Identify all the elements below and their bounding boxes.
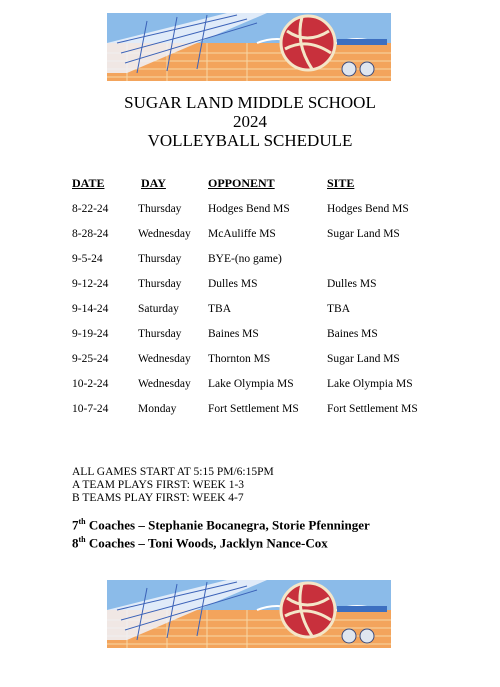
game-date: 9-14-24	[72, 303, 109, 315]
game-opponent: McAuliffe MS	[208, 228, 276, 240]
seventh-grade-coaches	[72, 517, 370, 533]
b-team-note: B TEAMS PLAY FIRST: WEEK 4-7	[72, 492, 244, 504]
game-day: Saturday	[138, 303, 179, 315]
game-opponent: Dulles MS	[208, 278, 258, 290]
game-opponent: Hodges Bend MS	[208, 203, 290, 215]
game-opponent: TBA	[208, 303, 231, 315]
game-site: Lake Olympia MS	[327, 378, 413, 390]
game-day: Wednesday	[138, 228, 191, 240]
game-site: Baines MS	[327, 328, 378, 340]
column-header-date: DATE	[72, 176, 105, 190]
column-header-day: DAY	[141, 176, 166, 190]
game-opponent: Thornton MS	[208, 353, 271, 365]
game-opponent: Fort Settlement MS	[208, 403, 299, 415]
game-day: Thursday	[138, 278, 182, 290]
game-site: Sugar Land MS	[327, 228, 400, 240]
game-date: 8-28-24	[72, 228, 109, 240]
game-day: Wednesday	[138, 378, 191, 390]
school-name: SUGAR LAND MIDDLE SCHOOL	[124, 93, 376, 112]
game-date: 9-19-24	[72, 328, 109, 340]
game-day: Thursday	[138, 203, 182, 215]
grade-suffix: th	[78, 535, 86, 544]
eighth-grade-coaches	[72, 535, 328, 551]
game-date: 10-7-24	[72, 403, 109, 415]
game-opponent: BYE-(no game)	[208, 253, 282, 265]
game-opponent: Baines MS	[208, 328, 259, 340]
game-site: Hodges Bend MS	[327, 203, 409, 215]
schedule-title: VOLLEYBALL SCHEDULE	[147, 131, 353, 150]
game-day: Monday	[138, 403, 177, 415]
game-day: Thursday	[138, 328, 182, 340]
game-date: 9-5-24	[72, 253, 103, 265]
game-site: Fort Settlement MS	[327, 403, 418, 415]
start-time-note: ALL GAMES START AT 5:15 PM/6:15PM	[72, 466, 274, 478]
game-date: 10-2-24	[72, 378, 109, 390]
game-site: TBA	[327, 303, 350, 315]
game-site: Sugar Land MS	[327, 353, 400, 365]
column-header-opponent: OPPONENT	[208, 176, 275, 190]
volleyball-banner-bottom-icon	[107, 580, 391, 648]
grade-number: 7	[72, 517, 79, 533]
coach-names: Coaches – Toni Woods, Jacklyn Nance-Cox	[85, 535, 328, 551]
game-day: Wednesday	[138, 353, 191, 365]
volleyball-banner-top-icon	[107, 13, 391, 81]
grade-number: 8	[72, 535, 79, 551]
game-date: 8-22-24	[72, 203, 109, 215]
game-date: 9-12-24	[72, 278, 109, 290]
game-date: 9-25-24	[72, 353, 109, 365]
season-year: 2024	[233, 112, 267, 131]
coach-names: Coaches – Stephanie Bocanegra, Storie Pfenninger	[85, 517, 370, 533]
game-day: Thursday	[138, 253, 182, 265]
column-header-site: SITE	[327, 176, 355, 190]
a-team-note: A TEAM PLAYS FIRST: WEEK 1-3	[72, 479, 245, 491]
game-opponent: Lake Olympia MS	[208, 378, 294, 390]
game-site: Dulles MS	[327, 278, 377, 290]
grade-suffix: th	[78, 517, 86, 526]
